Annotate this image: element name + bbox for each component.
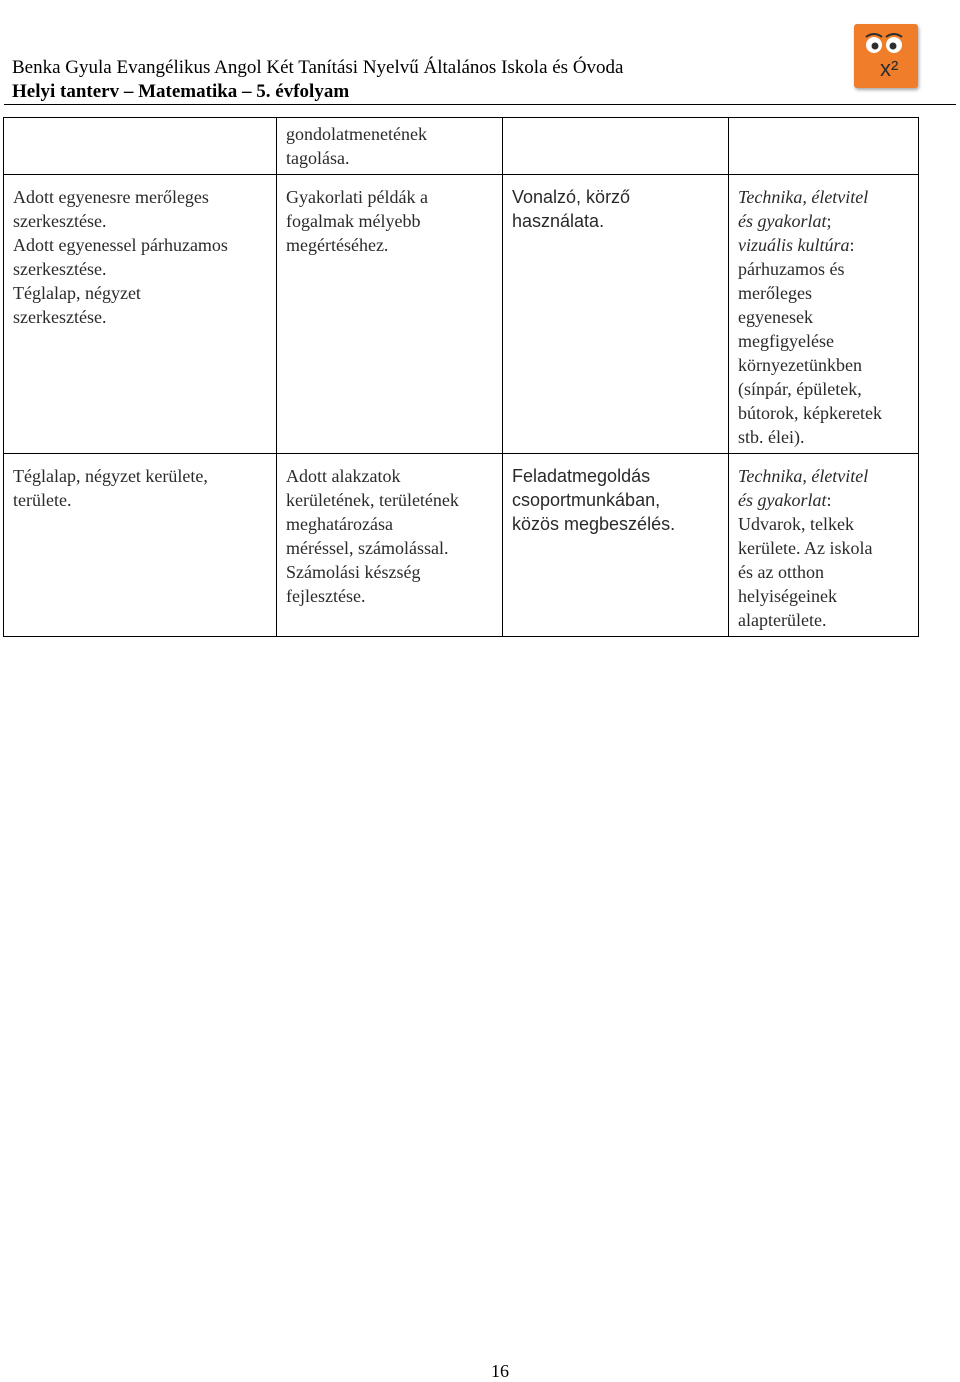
- cell-line: Számolási készség: [286, 562, 421, 582]
- curriculum-table: [3, 117, 919, 637]
- activity-cell: [277, 175, 503, 454]
- cell-line: tagolása.: [286, 148, 350, 168]
- cell-line: Adott egyenessel párhuzamos: [13, 235, 228, 255]
- cell-line: kerülete. Az iskola: [738, 538, 873, 558]
- cell-line: helyiségeinek: [738, 586, 837, 606]
- subject-link-technika-cont: és gyakorlat: [738, 211, 827, 231]
- cell-line: [738, 488, 910, 512]
- separator: :: [826, 490, 832, 510]
- cell-line: Adott egyenesre merőleges: [13, 187, 209, 207]
- cell-line: kerületének, területének: [286, 490, 459, 510]
- cell-line: területe.: [13, 490, 72, 510]
- cell-line: használata.: [512, 211, 605, 231]
- cell-line: szerkesztése.: [13, 259, 107, 279]
- owl-logo-graphic: [854, 24, 918, 88]
- cell-line: Gyakorlati példák a: [286, 187, 428, 207]
- topic-cell: [4, 454, 277, 637]
- cell-line: és az otthon: [738, 562, 824, 582]
- cell-line: megértéséhez.: [286, 235, 389, 255]
- cell-line: méréssel, számolással.: [286, 538, 449, 558]
- cell-line: Téglalap, négyzet kerülete,: [13, 466, 208, 486]
- cell-line: szerkesztése.: [13, 211, 107, 231]
- cell-line: szerkesztése.: [13, 307, 107, 327]
- cell-line: csoportmunkában,: [512, 490, 661, 510]
- subject-link-technika: Technika, életvitel: [738, 187, 869, 207]
- cell-line: stb. élei).: [738, 427, 805, 447]
- method-cell: [503, 454, 729, 637]
- cell-line: meghatározása: [286, 514, 393, 534]
- table-row: [4, 454, 919, 637]
- connection-cell: [729, 118, 919, 175]
- cell-line: megfigyelése: [738, 331, 834, 351]
- header-rule: [4, 104, 956, 105]
- cell-line: Vonalzó, körző: [512, 187, 631, 207]
- cell-line: fejlesztése.: [286, 586, 366, 606]
- owl-x-squared-logo: [854, 24, 918, 88]
- cell-line: bútorok, képkeretek: [738, 403, 882, 423]
- subject-link-technika-cont: és gyakorlat: [738, 490, 827, 510]
- table-row: [4, 118, 919, 175]
- activity-cell: [277, 454, 503, 637]
- cell-line: [738, 185, 910, 209]
- connection-cell: [729, 175, 919, 454]
- connection-cell: [729, 454, 919, 637]
- cell-line: [738, 209, 910, 233]
- topic-cell: [4, 118, 277, 175]
- cell-line: környezetünkben: [738, 355, 862, 375]
- cell-line: merőleges: [738, 283, 812, 303]
- cell-line: Feladatmegoldás: [512, 466, 651, 486]
- school-name: Benka Gyula Evangélikus Angol Két Tanítási Nyelvű Általános Iskola és Óvoda: [12, 57, 624, 78]
- cell-line: Téglalap, négyzet: [13, 283, 141, 303]
- cell-line: Udvarok, telkek: [738, 514, 854, 534]
- cell-line: közös megbeszélés.: [512, 514, 676, 534]
- cell-line: alapterülete.: [738, 610, 827, 630]
- curriculum-subtitle: Helyi tanterv – Matematika – 5. évfolyam: [12, 81, 350, 102]
- method-cell: [503, 175, 729, 454]
- subject-link-technika: Technika, életvitel: [738, 466, 869, 486]
- separator: :: [849, 235, 855, 255]
- table-row: [4, 175, 919, 454]
- topic-cell: [4, 175, 277, 454]
- activity-cell: [277, 118, 503, 175]
- cell-line: gondolatmenetének: [286, 124, 427, 144]
- cell-line: [738, 464, 910, 488]
- cell-line: párhuzamos és: [738, 259, 845, 279]
- separator: ;: [826, 211, 832, 231]
- cell-line: [738, 233, 910, 257]
- method-cell: [503, 118, 729, 175]
- page-number: 16: [491, 1361, 509, 1381]
- logo-text: x²: [880, 56, 899, 81]
- cell-line: egyenesek: [738, 307, 813, 327]
- cell-line: fogalmak mélyebb: [286, 211, 421, 231]
- cell-line: (sínpár, épületek,: [738, 379, 862, 399]
- subject-link-vizualis: vizuális kultúra: [738, 235, 850, 255]
- page-header: [12, 56, 952, 104]
- cell-line: Adott alakzatok: [286, 466, 401, 486]
